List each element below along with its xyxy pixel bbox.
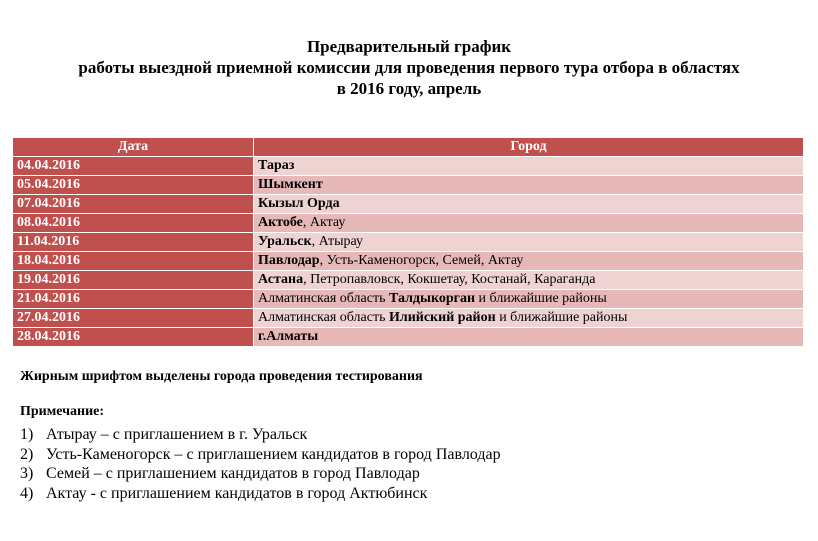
row-date: 28.04.2016 (13, 328, 254, 347)
note-item (20, 484, 501, 504)
row-city (254, 157, 804, 176)
header-city: Город (254, 138, 804, 157)
row-date: 11.04.2016 (13, 233, 254, 252)
row-date: 04.04.2016 (13, 157, 254, 176)
city-rest: , Актау (302, 215, 346, 230)
row-city (254, 214, 804, 233)
city-rest: и ближайшие районы (495, 310, 628, 325)
bold-legend-text: Жирным шрифтом выделены города проведения тестирования (20, 369, 423, 384)
city-rest: , Атырау (311, 234, 364, 249)
header-date: Дата (13, 138, 254, 157)
table-row (13, 271, 804, 290)
note-item (20, 425, 501, 445)
note-number: 4) (20, 484, 34, 502)
note-text: Атырау – с приглашением в г. Уральск (46, 426, 308, 443)
row-city (254, 328, 804, 347)
table-row (13, 309, 804, 328)
row-city (254, 290, 804, 309)
city-bold: Илийский район (388, 310, 496, 325)
table-row (13, 252, 804, 271)
document-title (0, 36, 818, 99)
note-title: Примечание: (20, 404, 105, 419)
schedule-table (12, 137, 804, 347)
row-date: 21.04.2016 (13, 290, 254, 309)
row-date: 05.04.2016 (13, 176, 254, 195)
row-city (254, 252, 804, 271)
row-city (254, 309, 804, 328)
table-row (13, 195, 804, 214)
row-date: 19.04.2016 (13, 271, 254, 290)
row-date: 18.04.2016 (13, 252, 254, 271)
note-number: 1) (20, 426, 34, 443)
city-bold: Тараз (258, 158, 295, 173)
table-row (13, 328, 804, 347)
row-date: 27.04.2016 (13, 309, 254, 328)
row-date: 08.04.2016 (13, 214, 254, 233)
city-bold: Уральск (258, 234, 312, 249)
note-text: Семей – с приглашением кандидатов в город Павлодар (46, 465, 420, 482)
notes-list (20, 425, 501, 503)
row-city (254, 195, 804, 214)
city-bold: Талдыкорган (388, 291, 476, 306)
table-row (13, 290, 804, 309)
city-prefix: Алматинская область (258, 291, 389, 306)
note-number: 2) (20, 445, 34, 463)
city-bold: Шымкент (258, 177, 323, 192)
table-row (13, 214, 804, 233)
city-bold: г.Алматы (258, 329, 319, 344)
row-date: 07.04.2016 (13, 195, 254, 214)
row-city (254, 271, 804, 290)
city-bold: Павлодар (258, 253, 320, 268)
title-line-3: в 2016 году, апрель (336, 79, 482, 98)
note-item (20, 445, 501, 465)
city-bold: Актобе (258, 215, 303, 230)
title-line-2: работы выездной приемной комиссии для проведения первого тура отбора в областях (78, 58, 740, 77)
city-bold: Астана (258, 272, 304, 287)
table-row (13, 157, 804, 176)
city-bold: Кызыл Орда (258, 196, 340, 211)
table-row (13, 233, 804, 252)
row-city (254, 176, 804, 195)
city-rest: , Усть-Каменогорск, Семей, Актау (319, 253, 524, 268)
table-body (13, 157, 804, 347)
note-number: 3) (20, 465, 34, 482)
row-city (254, 233, 804, 252)
note-text: Усть-Каменогорск – с приглашением кандидатов в город Павлодар (46, 445, 501, 463)
city-rest: , Петропавловск, Кокшетау, Костанай, Караганда (303, 272, 596, 287)
city-prefix: Алматинская область (258, 310, 389, 325)
city-rest: и ближайшие районы (475, 291, 607, 306)
table-row (13, 176, 804, 195)
note-text: Актау - с приглашением кандидатов в город Актюбинск (46, 484, 428, 502)
table-header-row (13, 138, 804, 157)
title-line-1: Предварительный график (306, 37, 512, 56)
note-item (20, 464, 501, 484)
